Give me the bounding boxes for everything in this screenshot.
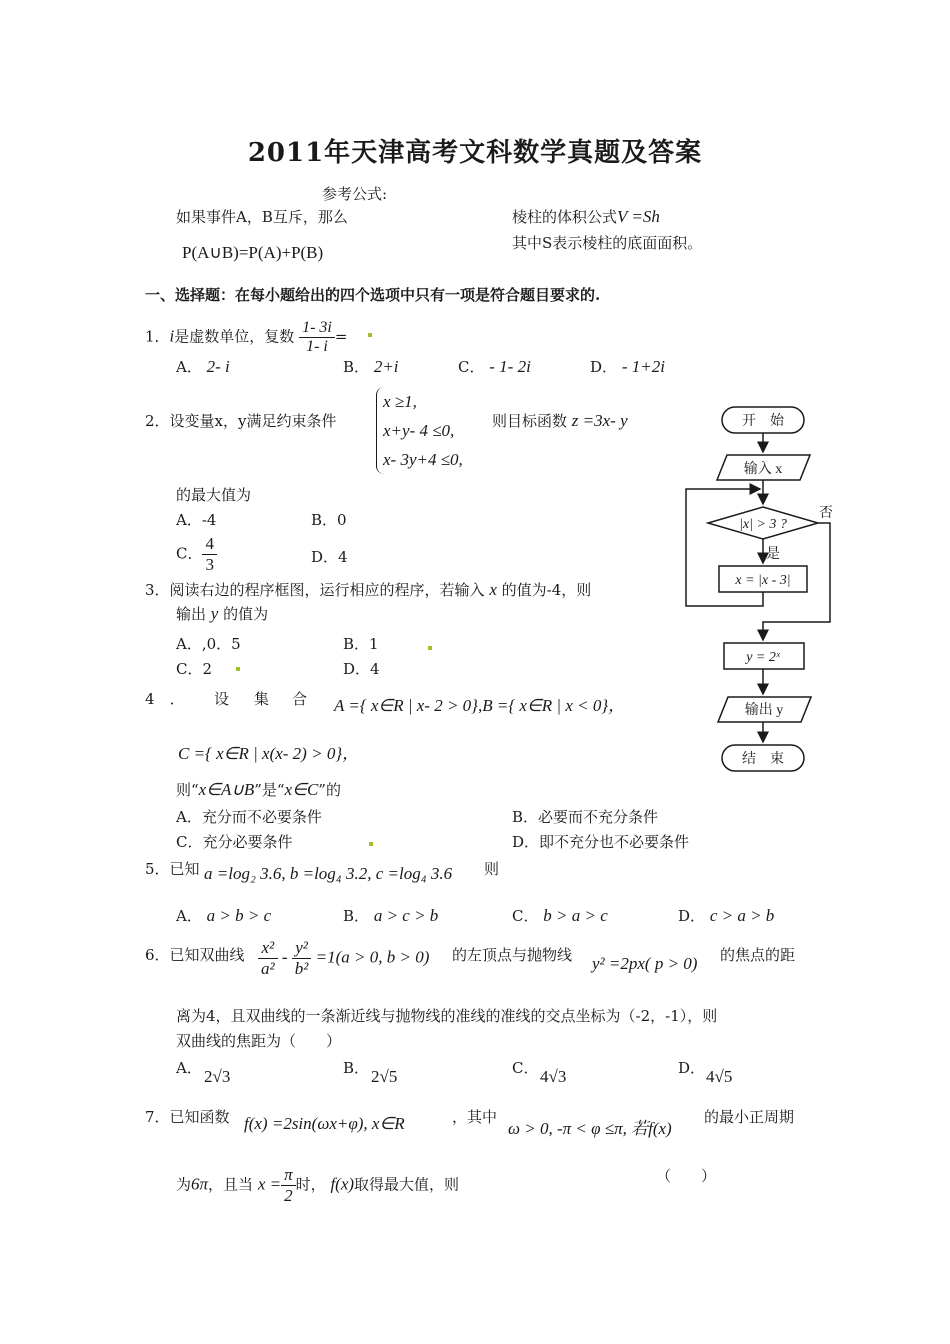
q1-option-a: A． 2- i: [176, 357, 230, 376]
q6-line2: 离为4，且双曲线的一条渐近线与抛物线的准线的准线的交点坐标为（-2，-1），则: [176, 1007, 718, 1025]
q2-option-d: D．4: [311, 548, 348, 566]
formula-heading: 参考公式:: [322, 185, 388, 203]
flow-assign-label: x = |x - 3|: [735, 573, 791, 588]
flow-yes-label: 是: [766, 547, 780, 562]
q5-option-d: D． c > a > b: [678, 906, 775, 925]
q5-stem: 5．已知: [145, 860, 200, 878]
q7-function: f(x) =2sin(ωx+φ), x∈R: [244, 1114, 405, 1133]
q4-word-3: 合: [292, 690, 308, 708]
q4-num: 4 ．: [145, 690, 185, 708]
formula-left-2: P(A∪B)=P(A)+P(B): [182, 243, 324, 262]
q6-option-d-val: 4√5: [706, 1067, 733, 1086]
q3-option-c: C．2: [176, 660, 213, 678]
q3-option-d: D．4: [343, 660, 380, 678]
q1-stem: 1．i是虚数单位，复数 $\frac{1- 3i}{1- i}$ =: [145, 319, 348, 355]
q7-condition: ω > 0, -π < φ ≤π, 若f(x): [508, 1119, 672, 1138]
formula-right-1: 棱柱的体积公式V =Sh: [512, 207, 660, 226]
q6-option-a-val: 2√3: [204, 1067, 231, 1086]
formula-left-1: 如果事件A，B互斥，那么: [176, 208, 348, 226]
flow-decision-label: |x| > 3 ?: [739, 517, 787, 532]
q2-option-c: C． $\frac{4}{3}$: [176, 534, 217, 575]
q6-line3: 双曲线的焦距为（ ）: [176, 1032, 342, 1050]
q3-stem: 3．阅读右边的程序框图，运行相应的程序，若输入 x 的值为-4，则: [145, 580, 592, 599]
q4-set-a: A ={ x∈R | x- 2 > 0},B ={ x∈R | x < 0}，: [334, 696, 626, 715]
q2-constraints: x ≥1, x+y- 4 ≤0, x- 3y+4 ≤0,: [376, 387, 463, 474]
q6-option-b-val: 2√5: [371, 1067, 398, 1086]
q1-option-b: B． 2+i: [343, 357, 399, 376]
q2-option-a: A．-4: [176, 511, 217, 529]
q5-option-c: C． b > a > c: [512, 906, 608, 925]
flow-calc-label: y = 2ˣ: [746, 650, 780, 665]
flow-start-label: 开 始: [742, 414, 784, 429]
q6-option-d: D．: [678, 1059, 706, 1077]
flowchart: [670, 398, 860, 778]
noise-dot: [428, 646, 432, 650]
section-heading: 一、选择题：在每小题给出的四个选项中只有一项是符合题目要求的.: [145, 286, 601, 304]
q3-option-b: B．1: [343, 635, 379, 653]
q4-option-a: A．充分而不必要条件: [176, 808, 322, 826]
q7-answer-paren: （ ）: [656, 1167, 717, 1185]
q7-stem-a: 7．已知函数: [145, 1108, 230, 1126]
q6-stem-b: 的左顶点与抛物线: [452, 946, 573, 964]
q6-parabola: y² =2px( p > 0): [592, 954, 698, 973]
q5-then: 则: [484, 860, 500, 878]
q6-option-b: B．: [343, 1059, 370, 1077]
q1-option-c: C． - 1- 2i: [458, 357, 531, 376]
q7-line2: 为6π，且当 x = $\frac{\pi}{2}$ 时， f(x)取得最大值，则: [176, 1165, 460, 1205]
q1-option-d: D． - 1+2i: [590, 357, 665, 376]
q2-line2: 的最大值为: [176, 486, 252, 504]
flow-input-label: 输入 x: [743, 462, 783, 477]
page-title: 2011年天津高考文科数学真题及答案: [247, 138, 703, 168]
q4-set-c: C ={ x∈R | x(x- 2) > 0}，: [178, 744, 360, 763]
q6-stem-c: 的焦点的距: [720, 946, 796, 964]
q4-word-2: 集: [254, 690, 270, 708]
q3-option-a: A．,0．5: [176, 635, 241, 653]
q5-option-b: B． a > c > b: [343, 906, 439, 925]
noise-dot: [368, 333, 372, 337]
noise-dot: [369, 842, 373, 846]
q6-hyperbola: $\frac{\text{x²}}{\text{a²}}$ - $\frac{\text{y²}}{\text{b²}}$ =1(a > 0, b > 0): [258, 938, 429, 979]
q4-line3: 则“x∈A∪B”是“x∈C”的: [176, 780, 341, 799]
q6-option-c: C．: [512, 1059, 539, 1077]
q6-stem-a: 6．已知双曲线: [145, 946, 245, 964]
q4-option-c: C．充分必要条件: [176, 833, 293, 851]
q6-option-c-val: 4√3: [540, 1067, 567, 1086]
q2-objective: 则目标函数 z =3x- y: [492, 411, 628, 430]
q4-option-d: D．即不充分也不必要条件: [512, 833, 690, 851]
q2-option-b: B．0: [311, 511, 347, 529]
q7-stem-b: ，其中: [452, 1108, 498, 1126]
q3-line2: 输出 y 的值为: [176, 604, 269, 623]
q2-stem: 2．设变量x，y满足约束条件: [145, 412, 337, 430]
q4-option-b: B．必要而不充分条件: [512, 808, 659, 826]
q4-word-1: 设: [214, 690, 230, 708]
q6-option-a: A．: [176, 1059, 202, 1077]
flow-no-label: 否: [819, 506, 833, 521]
flow-end-label: 结 束: [742, 752, 784, 767]
q5-expr: a =log₂ 3.6, b =log₄ 3.2, c =log₄ 3.6: [204, 864, 453, 883]
noise-dot: [236, 667, 240, 671]
flow-output-label: 输出 y: [744, 703, 784, 718]
q5-option-a: A． a > b > c: [176, 906, 272, 925]
formula-right-2: 其中S表示棱柱的底面面积。: [512, 234, 703, 252]
q7-stem-c: 的最小正周期: [704, 1108, 795, 1126]
